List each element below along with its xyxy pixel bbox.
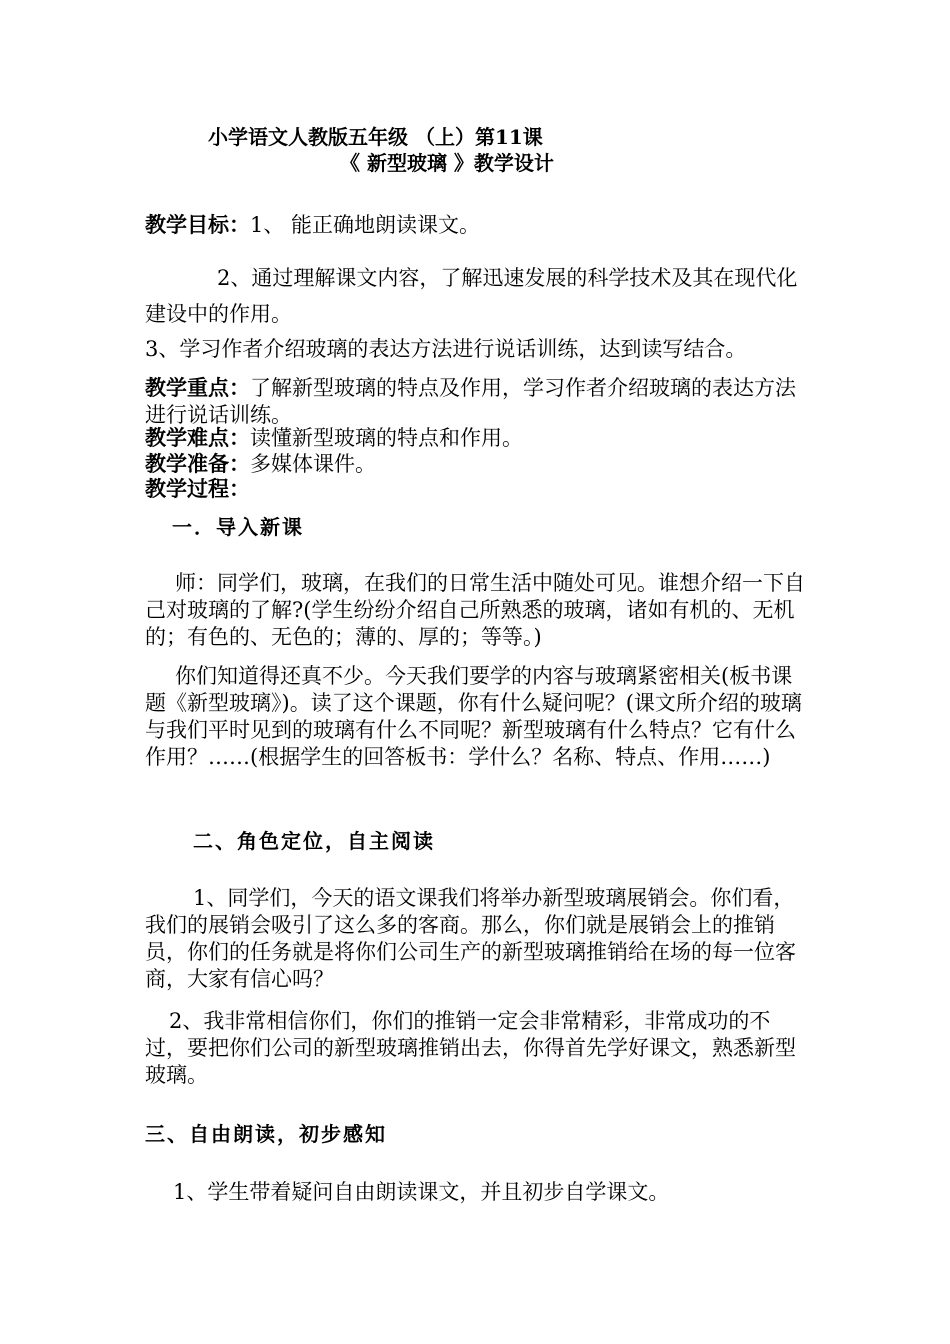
process	[145, 475, 810, 503]
section-2-paragraph-1: 1、同学们，今天的语文课我们将举办新型玻璃展销会。你们看，我们的展销会吸引了这么多的客商。那么，你们就是展销会上的推销员，你们的任务就是将你们公司生产的新型玻璃推销给在场的每一位客商，大家有信心吗？	[145, 886, 796, 991]
section-2-paragraph-2: 2、我非常相信你们，你们的推销一定会非常精彩，非常成功的不过，要把你们公司的新型玻璃推销出去，你得首先学好课文，熟悉新型玻璃。	[145, 1009, 796, 1087]
document-title-line1: 小学语文人教版五年级 （上）第11课	[208, 125, 543, 149]
objectives-line	[145, 211, 810, 239]
difficulty-label: 教学难点：	[145, 425, 250, 450]
preparation-text: 多媒体课件。	[250, 452, 376, 476]
document-title-line2: 《 新型玻璃 》教学设计	[340, 151, 554, 175]
objective-item-2: 2、通过理解课文内容，了解迅速发展的科学技术及其在现代化建设中的作用。	[145, 266, 798, 326]
difficulty-text: 读懂新型玻璃的特点和作用。	[250, 426, 523, 450]
section-1-paragraph-1: 师：同学们，玻璃，在我们的日常生活中随处可见。谁想介绍一下自己对玻璃的了解?(学生纷纷介绍自己所熟悉的玻璃，诸如有机的、无机的；有色的、无色的；薄的、厚的；等等。)	[145, 571, 805, 649]
section-3-heading: 三、自由朗读，初步感知	[145, 1122, 387, 1146]
key-points-label: 教学重点：	[145, 375, 250, 400]
objective-item-1: 1、 能正确地朗读课文。	[250, 213, 481, 237]
preparation	[145, 450, 810, 478]
key-points	[145, 374, 810, 429]
process-label: 教学过程：	[145, 476, 250, 501]
section-2-heading: 二、角色定位，自主阅读	[193, 829, 435, 853]
section-3-paragraph-1: 1、学生带着疑问自由朗读课文，并且初步自学课文。	[173, 1180, 670, 1204]
section-1-paragraph-2: 你们知道得还真不少。今天我们要学的内容与玻璃紧密相关(板书课题《新型玻璃》)。读了这个课题，你有什么疑问呢？(课文所介绍的玻璃与我们平时见到的玻璃有什么不同呢？新型玻璃有什么特点？它有什么作用？……(根据学生的回答板书：学什么？名称、特点、作用……)	[145, 664, 802, 769]
objectives-label: 教学目标：	[145, 212, 250, 237]
key-points-text: 了解新型玻璃的特点及作用，学习作者介绍玻璃的表达方法进行说话训练。	[145, 376, 796, 427]
section-1-heading: 一．导入新课	[172, 515, 304, 539]
difficulty	[145, 424, 810, 452]
objective-item-3: 3、学习作者介绍玻璃的表达方法进行说话训练，达到读写结合。	[145, 337, 747, 361]
preparation-label: 教学准备：	[145, 451, 250, 476]
